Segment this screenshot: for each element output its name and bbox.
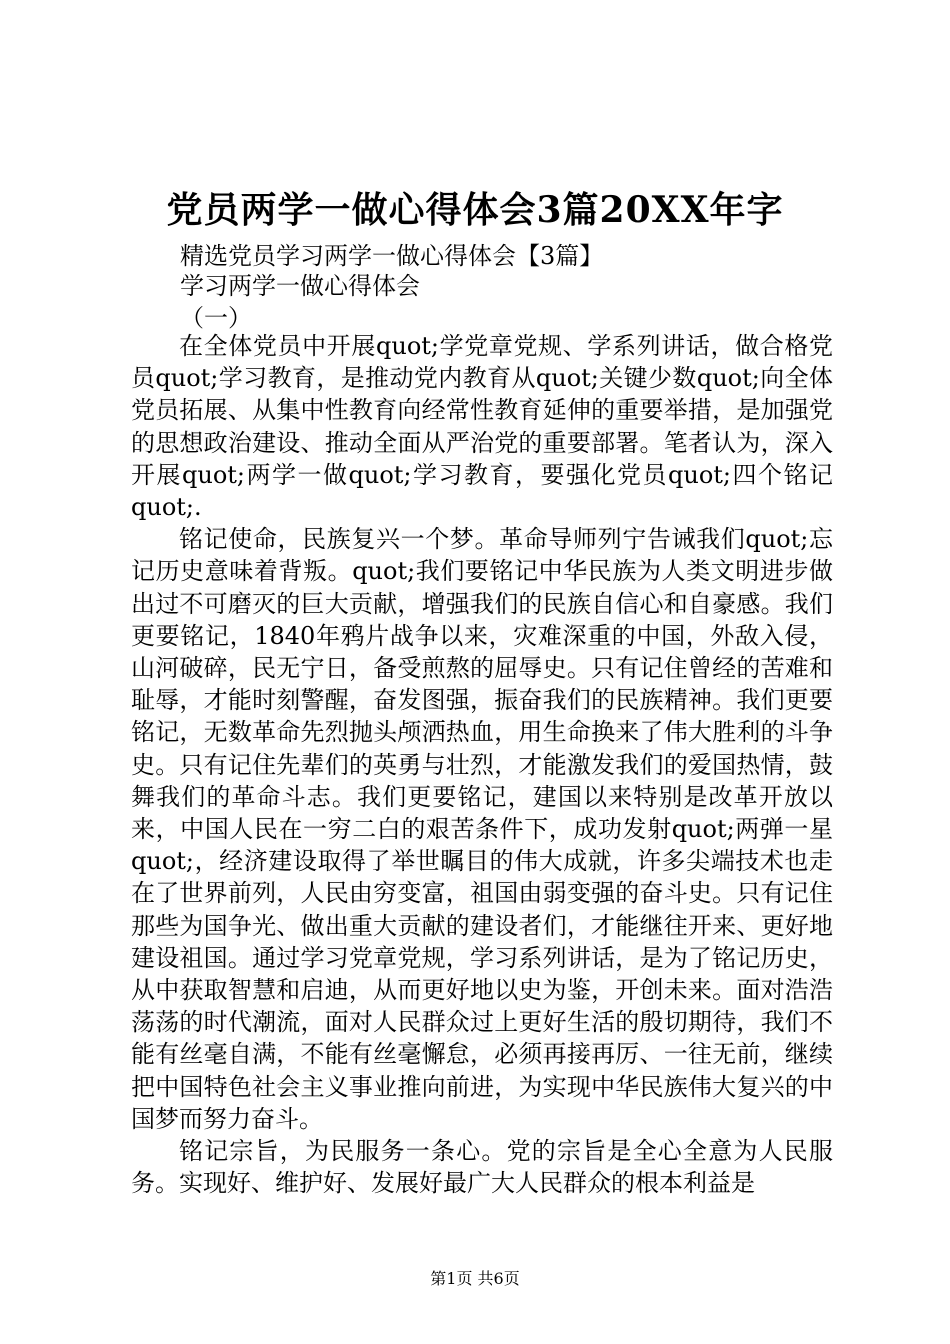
page-footer: 第1页 共6页: [430, 1269, 520, 1288]
document-body: [131, 330, 833, 1199]
body-paragraph-purpose: 铭记宗旨，为民服务一条心。党的宗旨是全心全意为人民服务。实现好、维护好、发展好最广大人民群众的根本利益是: [131, 1137, 833, 1198]
subtitle-selected-experiences: 精选党员学习两学一做心得体会【3篇】: [180, 242, 604, 270]
subtitle-study-experiences: 学习两学一做心得体会: [180, 272, 420, 300]
body-paragraph-mission: 铭记使命，民族复兴一个梦。革命导师列宁告诫我们quot;忘记历史意味着背叛。quot;我们要铭记中华民族为人类文明进步做出过不可磨灭的巨大贡献，增强我们的民族自信心和自豪感。我们更要铭记，1840年鸦片战争以来，灾难深重的中国，外敌入侵，山河破碎，民无宁日，备受煎熬的屈辱史。只有记住曾经的苦难和耻辱，才能时刻警醒，奋发图强，振奋我们的民族精神。我们更要铭记，无数革命先烈抛头颅洒热血，用生命换来了伟大胜利的斗争史。只有记住先辈们的英勇与壮烈，才能激发我们的爱国热情，鼓舞我们的革命斗志。我们更要铭记，建国以来特别是改革开放以来，中国人民在一穷二白的艰苦条件下，成功发射quot;两弹一星quot;，经济建设取得了举世瞩目的伟大成就，许多尖端技术也走在了世界前列，人民由穷变富，祖国由弱变强的奋斗史。只有记住那些为国争光、做出重大贡献的建设者们，才能继往开来、更好地建设祖国。通过学习党章党规，学习系列讲话，是为了铭记历史，从中获取智慧和启迪，从而更好地以史为鉴，开创未来。面对浩浩荡荡的时代潮流，面对人民群众过上更好生活的殷切期待，我们不能有丝毫自满，不能有丝毫懈怠，必须再接再厉、一往无前，继续把中国特色社会主义事业推向前进，为实现中华民族伟大复兴的中国梦而努力奋斗。: [131, 525, 833, 1133]
body-paragraph-intro: 在全体党员中开展quot;学党章党规、学系列讲话，做合格党员quot;学习教育，是推动党内教育从quot;关键少数quot;向全体党员拓展、从集中性教育向经常性教育延伸的重要举措，是加强党的思想政治建设、推动全面从严治党的重要部署。笔者认为，深入开展quot;两学一做quot;学习教育，要强化党员quot;四个铭记quot;.: [131, 332, 833, 522]
document-title: 党员两学一做心得体会3篇20XX年字: [166, 189, 784, 231]
section-marker: （一）: [180, 304, 252, 332]
